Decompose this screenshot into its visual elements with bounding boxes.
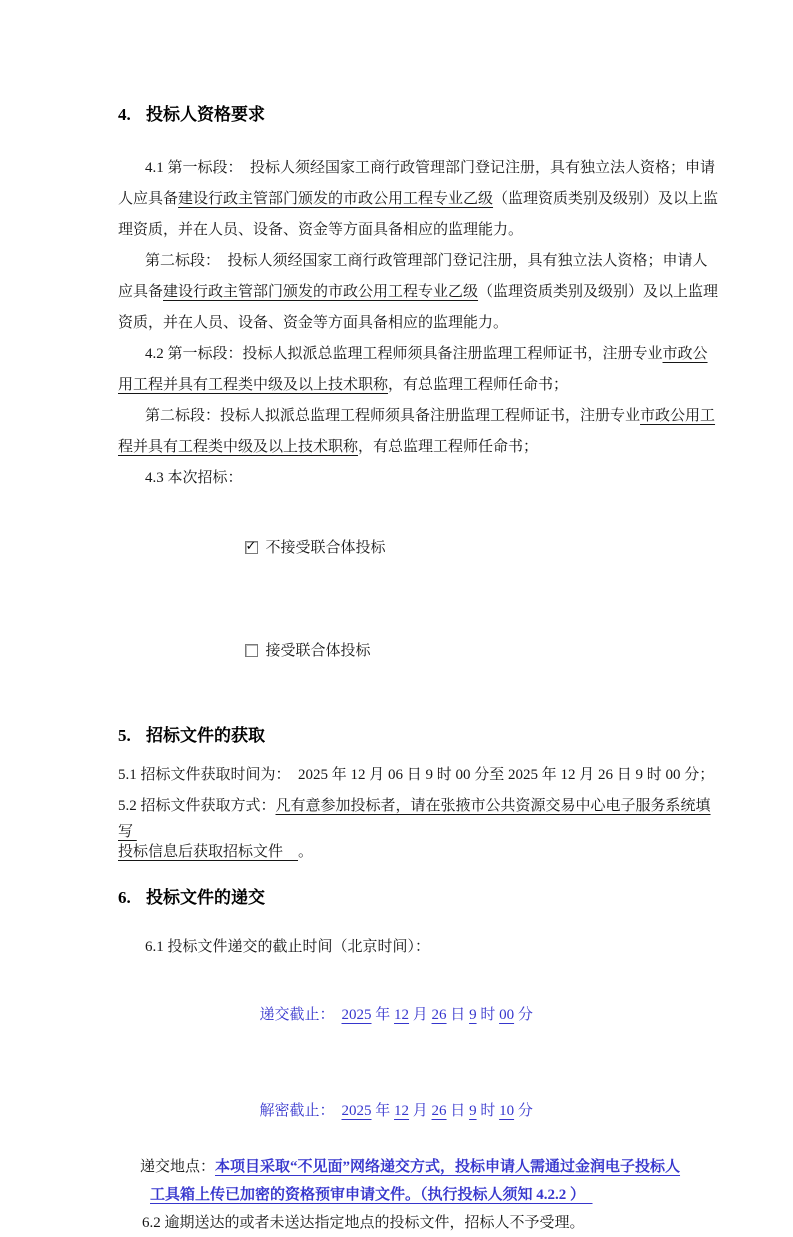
text-run: 4.2 第一标段：投标人拟派总监理工程师须具备注册监理工程师证书，注册专业 xyxy=(145,346,663,362)
underlined-specialty-text: 用工程并具有工程类中级及以上技术职称 xyxy=(118,377,389,393)
overdue-note-line: 6.2 逾期送达的或者未送达指定地点的投标文件，招标人不予受理。 xyxy=(142,1215,585,1231)
text-run: 日 xyxy=(446,1103,470,1119)
checkbox-label: 不接受联合体投标 xyxy=(265,540,386,556)
checkbox-row-accept-consortium xyxy=(118,600,684,702)
text-run: ，有总监理工程师任命书； xyxy=(358,439,539,455)
text-run: 分 xyxy=(514,1103,533,1119)
doc-obtain-time-line: 5.1 招标文件获取时间为： 2025 年 12 月 06 日 9 时 00 分至 2025 年 12 月 26 日 9 时 00 分； xyxy=(118,767,715,783)
document-content xyxy=(118,102,719,1237)
section-5-number: 5. xyxy=(118,726,131,745)
underlined-method-text: 投标信息后获取招标文件 xyxy=(118,844,299,860)
checkbox-accept-consortium[interactable] xyxy=(245,644,258,657)
paragraph-4.2-second-bid xyxy=(118,401,716,463)
doc-obtain-method-line2 xyxy=(118,822,684,842)
deadline-day: 26 xyxy=(431,1007,447,1023)
text-run: 日 xyxy=(446,1007,470,1023)
decrypt-deadline-line xyxy=(118,1066,684,1156)
underlined-method-text: 写 xyxy=(118,824,137,840)
section-4-number: 4. xyxy=(118,105,131,124)
para-line xyxy=(118,401,716,432)
submission-location-label: 递交地点： xyxy=(140,1159,216,1175)
deadline-minute: 10 xyxy=(499,1103,515,1119)
text-run: 月 xyxy=(409,1007,432,1023)
submission-location-link-text: 本项目采取“不见面”网络递交方式，投标申请人需通过金润电子投标人 xyxy=(215,1159,681,1175)
para-line xyxy=(118,370,684,401)
text-run: 时 xyxy=(476,1103,500,1119)
submission-location-link-text: 工具箱上传已加密的资格预审申请文件。（执行投标人须知 4.2.2 ） xyxy=(150,1187,593,1203)
text-run: 年 xyxy=(371,1103,395,1119)
deadline-year: 2025 xyxy=(341,1103,372,1119)
submission-deadline-label: 递交截止： xyxy=(259,1007,335,1023)
section-5-heading xyxy=(118,723,684,748)
para-line xyxy=(118,339,708,370)
para-line xyxy=(118,184,719,215)
section-6-heading xyxy=(118,885,684,910)
text-run: 时 xyxy=(476,1007,500,1023)
section-4-heading xyxy=(118,102,684,127)
deadline-year: 2025 xyxy=(341,1007,372,1023)
decrypt-deadline-label: 解密截止： xyxy=(259,1103,335,1119)
deadline-day: 26 xyxy=(431,1103,447,1119)
text-run: 应具备 xyxy=(118,284,164,300)
paragraph-4.1-first-bid xyxy=(118,153,719,246)
checkmark-icon: ✓ xyxy=(245,539,257,554)
doc-obtain-method-line3 xyxy=(118,842,684,862)
checkbox-row-not-accept-consortium xyxy=(118,497,684,599)
underlined-qualification-text: 建设行政主管部门颁发的市政公用工程专业乙级 xyxy=(178,191,494,207)
para-line: 理资质，并在人员、设备、资金等方面具备相应的监理能力。 xyxy=(118,222,524,238)
submission-deadline-line xyxy=(118,970,684,1060)
paragraph-4.1-second-bid xyxy=(118,246,719,339)
deadline-month: 12 xyxy=(394,1007,410,1023)
text-run: 5.2 招标文件获取方式： xyxy=(118,798,276,814)
text-run: 年 xyxy=(371,1007,395,1023)
text-run: （监理资质类别及级别）及以上监 xyxy=(493,191,719,207)
checkbox-label: 接受联合体投标 xyxy=(265,643,371,659)
para-line xyxy=(118,432,684,463)
para-line: 第二标段： 投标人须经国家工商行政管理部门登记注册，具有独立法人资格；申请人 xyxy=(145,253,708,269)
underlined-specialty-text: 程并具有工程类中级及以上技术职称 xyxy=(118,439,359,455)
section-6-title: 投标文件的递交 xyxy=(146,888,265,907)
text-run: 。 xyxy=(298,844,314,860)
underlined-specialty-text: 市政公用工 xyxy=(640,408,716,424)
underlined-qualification-text: 建设行政主管部门颁发的市政公用工程专业乙级 xyxy=(163,284,479,300)
paragraph-4.3-label: 4.3 本次招标： xyxy=(145,470,243,486)
deadline-minute: 00 xyxy=(499,1007,515,1023)
deadline-hour: 9 xyxy=(469,1103,477,1119)
underlined-method-text: 凡有意参加投标者，请在张掖市公共资源交易中心电子服务系统填 xyxy=(275,798,711,814)
underlined-specialty-text: 市政公 xyxy=(662,346,708,362)
submission-location-line2 xyxy=(118,1181,684,1209)
section-4-title: 投标人资格要求 xyxy=(146,105,265,124)
text-run: （监理资质类别及级别）及以上监理 xyxy=(478,284,719,300)
submission-location-line1 xyxy=(118,1153,684,1181)
text-run: 分 xyxy=(514,1007,533,1023)
text-run: 月 xyxy=(409,1103,432,1119)
checkbox-not-accept-consortium[interactable] xyxy=(245,541,258,554)
text-run: 人应具备 xyxy=(118,191,179,207)
doc-obtain-method-line xyxy=(118,791,711,822)
section-6-number: 6. xyxy=(118,888,131,907)
para-line xyxy=(118,277,719,308)
para-line: 资质，并在人员、设备、资金等方面具备相应的监理能力。 xyxy=(118,315,509,331)
paragraph-4.2-first-bid xyxy=(118,339,708,401)
deadline-month: 12 xyxy=(394,1103,410,1119)
text-run: 第二标段：投标人拟派总监理工程师须具备注册监理工程师证书，注册专业 xyxy=(145,408,641,424)
para-line: 4.1 第一标段： 投标人须经国家工商行政管理部门登记注册，具有独立法人资格；申请 xyxy=(145,160,716,176)
deadline-intro-line: 6.1 投标文件递交的截止时间（北京时间）： xyxy=(145,939,431,955)
section-5-title: 招标文件的获取 xyxy=(146,726,265,745)
text-run: ，有总监理工程师任命书； xyxy=(388,377,569,393)
submission-location-block xyxy=(118,1153,684,1209)
deadline-hour: 9 xyxy=(469,1007,477,1023)
